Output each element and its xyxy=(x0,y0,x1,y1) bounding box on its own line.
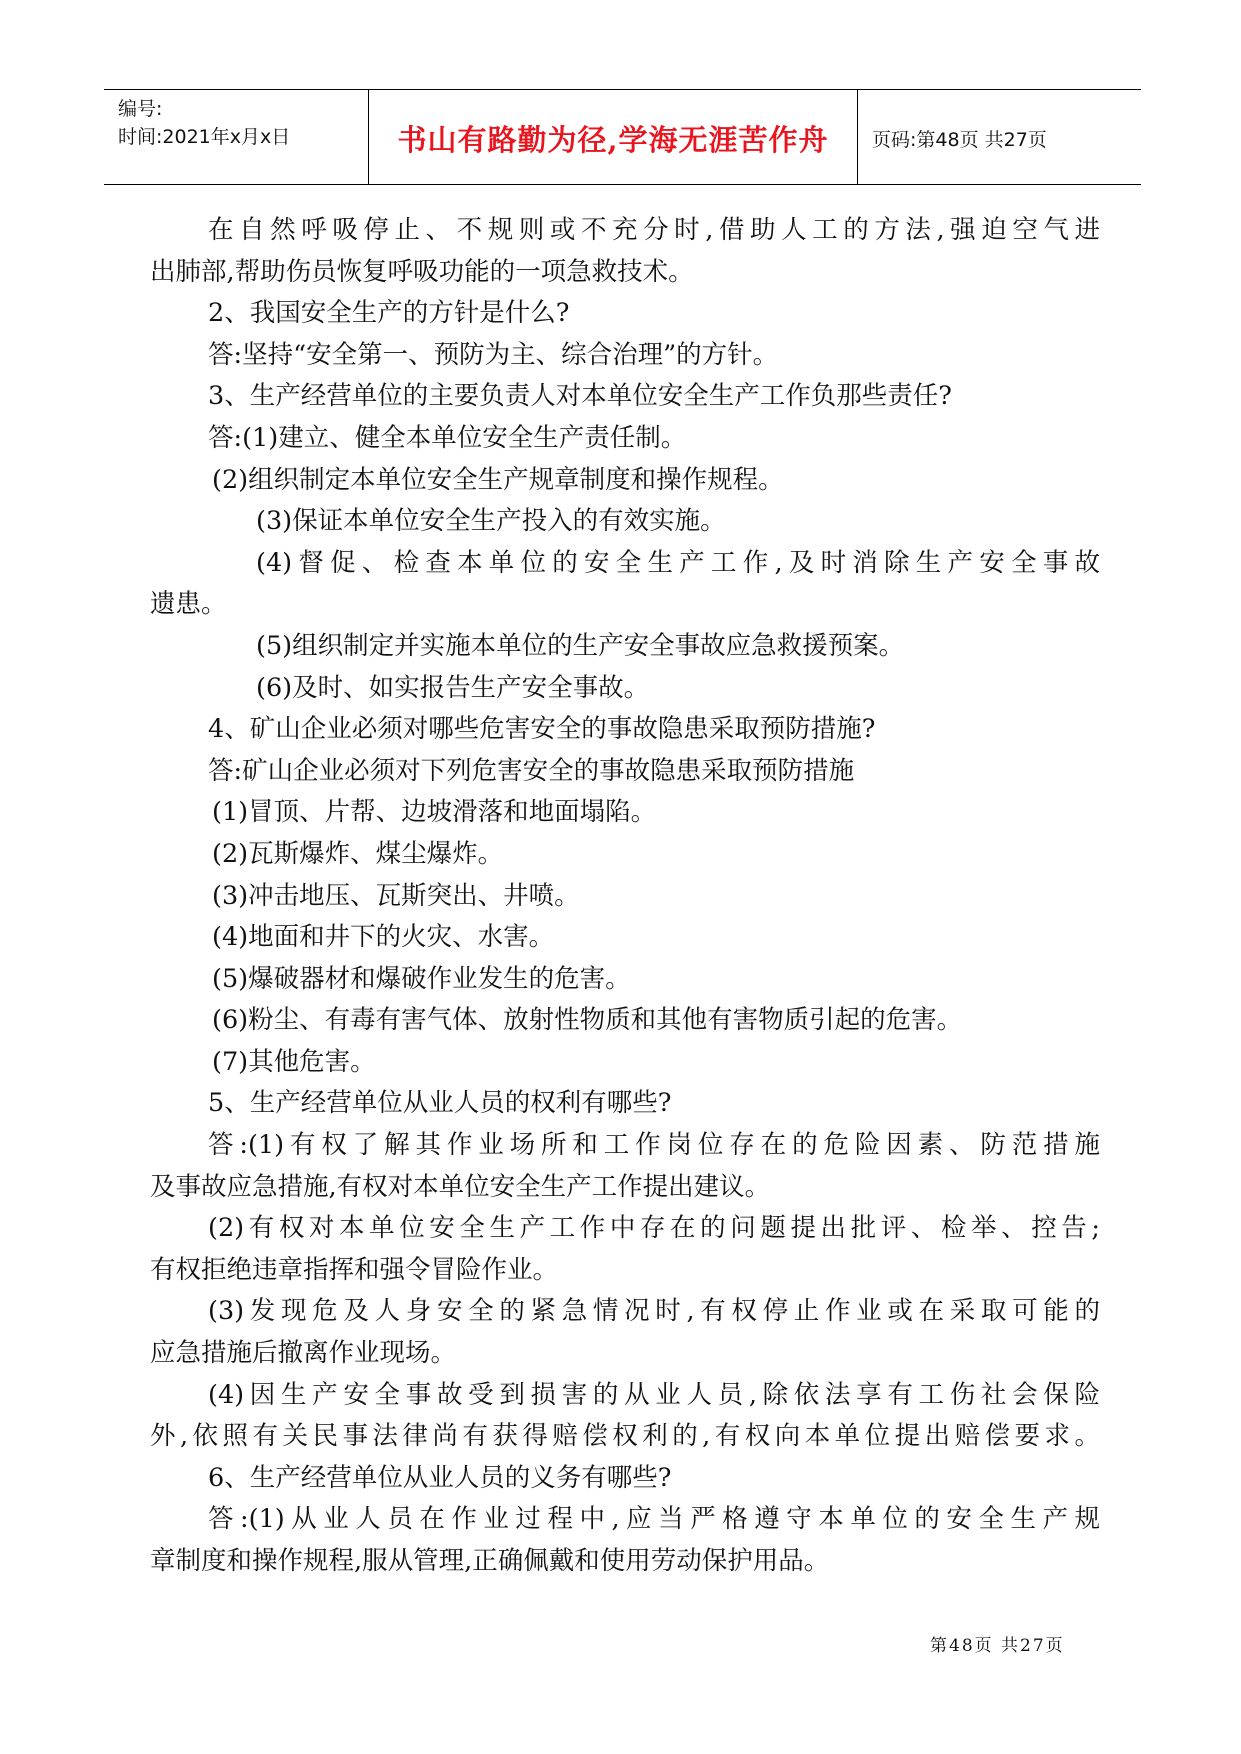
question-line: 5、生产经营单位从业人员的权利有哪些? xyxy=(208,1088,672,1119)
list-item: (3)保证本单位安全生产投入的有效实施。 xyxy=(256,506,726,537)
question-line: 3、生产经营单位的主要负责人对本单位安全生产工作负那些责任? xyxy=(208,381,952,412)
page-footer: 第48页 共27页 xyxy=(930,1636,1065,1656)
list-item: (1)冒顶、片帮、边坡滑落和地面塌陷。 xyxy=(212,797,657,828)
list-item: (2)组织制定本单位安全生产规章制度和操作规程。 xyxy=(212,464,784,495)
answer-line: 答:矿山企业必须对下列危害安全的事故隐患采取预防措施 xyxy=(208,755,855,786)
list-item: (3)冲击地压、瓦斯突出、井喷。 xyxy=(212,880,580,911)
answer-continuation: 及事故应急措施,有权对本单位安全生产工作提出建议。 xyxy=(150,1171,771,1202)
list-item: (4)地面和井下的火灾、水害。 xyxy=(212,922,555,953)
answer-line: 答:坚持“安全第一、预防为主、综合治理”的方针。 xyxy=(208,339,779,370)
list-item-continuation: 遗患。 xyxy=(150,589,227,620)
question-line: 2、我国安全生产的方针是什么? xyxy=(208,298,570,329)
list-item-continuation: 外,依照有关民事法律尚有获得赔偿权利的,有权向本单位提出赔偿要求。 xyxy=(150,1421,1100,1452)
header-motto: 书山有路勤为径,学海无涯苦作舟 xyxy=(397,123,829,157)
header-page-cell xyxy=(858,90,1141,184)
list-item: (2)有权对本单位安全生产工作中存在的问题提出批评、检举、控告; xyxy=(208,1213,1100,1244)
list-item: (4)因生产安全事故受到损害的从业人员,除依法享有工伤社会保险 xyxy=(208,1379,1100,1410)
answer-line: 答:(1)有权了解其作业场所和工作岗位存在的危险因素、防范措施 xyxy=(208,1130,1100,1161)
list-item: (5)组织制定并实施本单位的生产安全事故应急救援预案。 xyxy=(256,630,905,661)
question-line: 4、矿山企业必须对哪些危害安全的事故隐患采取预防措施? xyxy=(208,714,876,745)
page-header xyxy=(104,89,1141,185)
list-item: (5)爆破器材和爆破作业发生的危害。 xyxy=(212,963,631,994)
header-motto-cell xyxy=(369,90,858,184)
list-item: (3)发现危及人身安全的紧急情况时,有权停止作业或在采取可能的 xyxy=(208,1296,1100,1327)
time-label: 时间:2021年x月x日 xyxy=(118,126,291,148)
question-line: 6、生产经营单位从业人员的义务有哪些? xyxy=(208,1462,672,1493)
list-item: (6)及时、如实报告生产安全事故。 xyxy=(256,672,650,703)
list-item: (6)粉尘、有毒有害气体、放射性物质和其他有害物质引起的危害。 xyxy=(212,1005,963,1036)
number-label: 编号: xyxy=(118,98,163,120)
list-item: (7)其他危害。 xyxy=(212,1046,376,1077)
answer-continuation: 章制度和操作规程,服从管理,正确佩戴和使用劳动保护用品。 xyxy=(150,1546,830,1576)
paragraph-line: 在自然呼吸停止、不规则或不充分时,借助人工的方法,强迫空气进 xyxy=(208,215,1100,245)
list-item-continuation: 有权拒绝违章指挥和强令冒险作业。 xyxy=(150,1254,559,1285)
answer-line: 答:(1)从业人员在作业过程中,应当严格遵守本单位的安全生产规 xyxy=(208,1504,1100,1535)
list-item-continuation: 应急措施后撤离作业现场。 xyxy=(150,1338,457,1369)
answer-line: 答:(1)建立、健全本单位安全生产责任制。 xyxy=(208,422,687,453)
header-page-label: 页码:第48页 共27页 xyxy=(872,129,1047,151)
header-meta xyxy=(104,90,369,184)
list-item: (2)瓦斯爆炸、煤尘爆炸。 xyxy=(212,838,504,869)
paragraph-line: 出肺部,帮助伤员恢复呼吸功能的一项急救技术。 xyxy=(150,256,694,287)
list-item: (4)督促、检查本单位的安全生产工作,及时消除生产安全事故 xyxy=(256,547,1100,578)
document-body xyxy=(150,210,1100,1583)
